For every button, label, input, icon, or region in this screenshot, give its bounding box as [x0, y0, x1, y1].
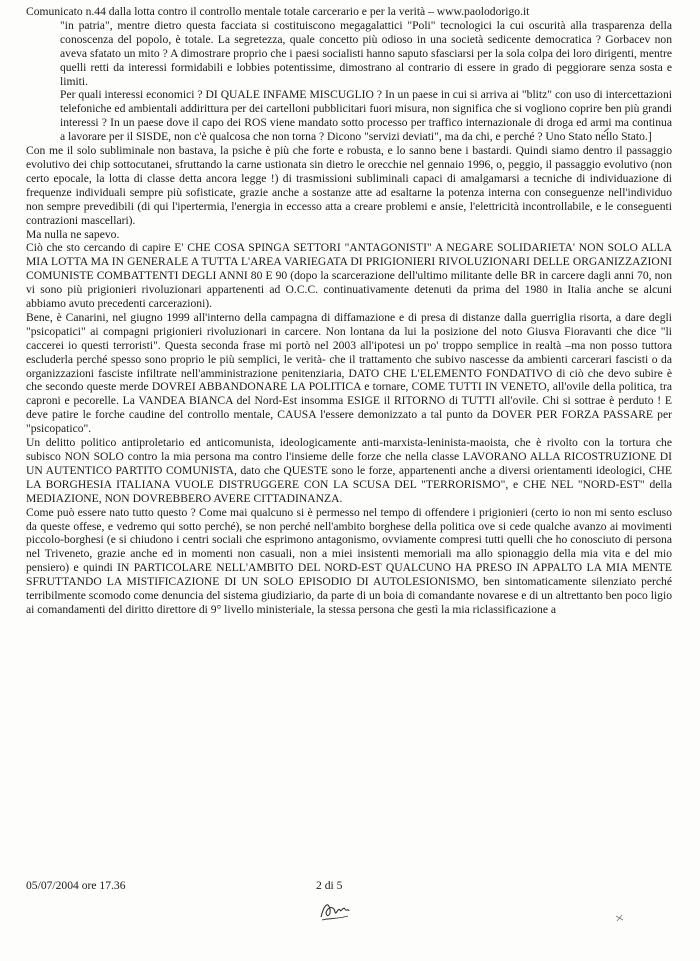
handwritten-signature: [318, 895, 352, 923]
paragraph-subliminale: Con me il solo subliminale non bastava, la psiche è più che forte e robusta, e lo sanno bene i bastardi. Quindi siamo dentro il passaggio evolutivo dei chip sottocutanei, sfruttando la carne ustionata sin dietro le orecchie nel gennaio 1996, o, peggio, il passaggio evolutivo (non certo epocale, la lotta di classe detta ancora legge !) di trasmissioni subliminali capaci di amalgamarsi a tecniche di individuazione di frequenze individuali sempre più sofisticate, grazie anche a sostanze atte ad esaltarne la potenza interna con conseguenze nell'individuo non sempre prevedibili (di qui l'ipertermia, l'energia in eccesso atta a creare problemi e ansie, l'elettricità incontrollabile, e le conseguenti contrazioni mascellari).: [26, 144, 672, 227]
paragraph-nulla: Ma nulla ne sapevo.: [26, 227, 120, 241]
header-line: Comunicato n.44 dalla lotta contro il controllo mentale totale carcerario e per la verità – www.paolodorigo.it: [26, 5, 530, 18]
paragraph-canarini: Bene, è Canarini, nel giugno 1999 all'interno della campagna di diffamazione e di presa di distanze dalla guerriglia risorta, a dare degli "psicopatici" ai compagni prigionieri rivoluzionari in carcere. Non lontana da lui la posizione del noto Giusva Fioravanti che dice "li caccerei io questi terroristi". Questa seconda frase mi portò nel 2003 all'ipotesi un po' troppo semplice in realtà –ma non posso tuttora escluderla perché spesso sono proprio le più semplici, le verità- che il trattamento che subivo nascesse da ambienti carcerari fascisti o da organizzazioni fasciste infiltrate nell'amministrazione penitenziaria, DATO CHE L'ELEMENTO FONDATIVO di ciò che devo subire è che secondo queste merde DOVREI ABBANDONARE LA POLITICA e tornare, COME TUTTI IN VENETO, all'ovile della politica, tra caproni e pecorelle. La VANDEA BIANCA del Nord-Est insomma ESIGE il RITORNO di TUTTI all'ovile. Chi si sottrae è perduto ! E deve patire le forche caudine del controllo mentale, CAUSA l'essere demonizzato a tal punto da DOVER PER FORZA PASSARE per "psicopatico".: [26, 310, 672, 436]
paragraph-delitto: Un delitto politico antiproletario ed anticomunista, ideologicamente anti-marxista-leninista-maoista, che è rivolto con la tortura che subisco NON SOLO contro la mia persona ma contro l'insieme delle forze che nella classe LAVORANO ALLA RICOSTRUZIONE DI UN AUTENTICO PARTITO COMUNISTA, dato che QUESTE sono le forze, appartenenti anche a diversi orientamenti ideologici, CHE LA BORGHESIA ITALIANA VUOLE DISTRUGGERE CON LA SCUSA DEL "TERRORISMO", e CHE NEL "NORD-EST" della MEDIAZIONE, NON DOVREBBERO AVERE CITTADINANZA.: [26, 436, 672, 505]
stray-pen-mark: [603, 126, 611, 134]
paragraph-come-nato: Come può essere nato tutto questo ? Come mai qualcuno si è permesso nel tempo di offendere i prigionieri (certo io non mi sento escluso da queste offese, e vedremo qui sotto perché), se non perché nell'ambito borghese della politica ove si cede qualche avanzo ai movimenti piccolo-borghesi (e si chiudono i centri sociali che esprimono antagonismo, ovviamente compresi tutti quelli che ho conosciuto di persona nel Triveneto, grazie anche ed in momenti non casuali, non a miei insistenti memoriali ma allo spionaggio della mia vita e del mio pensiero) e quindi IN PARTICOLARE NELL'AMBITO DEL NORD-EST QUALCUNO HA PRESO IN APPALTO LA MIA MENTE SFRUTTANDO LA MISTIFICAZIONE DI UN SOLO EPISODIO DI AUTOLESIONISMO, ben sintomaticamente silenziato perché terribilmente scomodo come denuncia del sistema giudiziario, da parte di un boia di comandante novarese e di un altrettanto ben poco ligio ai comandamenti del diritto direttore di 9° livello ministeriale, la stessa persona che gestì la mia riclassificazione a: [26, 505, 672, 616]
document-body: [26, 5, 672, 617]
footer-page-number: 2 di 5: [316, 879, 343, 892]
footer-date: 05/07/2004 ore 17.36: [26, 879, 126, 892]
paragraph-antagonisti: Ciò che sto cercando di capire E' CHE COSA SPINGA SETTORI "ANTAGONISTI" A NEGARE SOLIDARIETA' NON SOLO ALLA MIA LOTTA MA IN GENERALE A TUTTA L'AREA VARIEGATA DI PRIGIONIERI RIVOLUZIONARI DELLE ORGANIZZAZIONI COMUNISTE COMBATTENTI DEGLI ANNI 80 E 90 (dopo la scarcerazione dell'ultimo militante delle BR in carcere dagli anni 70, non vi sono più prigionieri rivoluzionari appartenenti ad O.C.C. continuativamente detenuti da prima del 1980 in Italia anche se alcuni abbiamo avuto precedenti carcerazioni).: [26, 241, 672, 311]
paragraph-interessi: Per quali interessi economici ? DI QUALE INFAME MISCUGLIO ? In un paese in cui si arriva ai "blitz" con uso di intercettazioni telefoniche ed ambientali addirittura per dei cartelloni pubblicitari fuori misura, non significa che si vogliono coprire ben più grandi interessi ? In un paese dove il capo dei ROS viene mandato sotto processo per traffico internazionale di droga ed armi ma continua a lavorare per il SISDE, non c'è qualcosa che non torna ? Dicono "servizi deviati", ma da chi, e perché ? Uno Stato nello Stato.]: [60, 88, 672, 144]
paragraph-patria: "in patria", mentre dietro questa facciata si costituiscono megagalattici "Poli" tecnologici la cui oscurità alla trasparenza della conoscenza del popolo, è totale. La segretezza, quale concetto più odioso in una società sedicente democratica ? Gorbacev non aveva sfatato un mito ? A dimostrare proprio che i paesi socialisti hanno saputo sfasciarsi per la sola colpa dei loro dirigenti, mentre quelli retti da interessi formidabili e lobbies potentissime, dimostrano al contrario di essere in grado di peggiorare senza sosta e limiti.: [60, 18, 672, 88]
stray-pen-mark-bottom: [614, 913, 626, 923]
